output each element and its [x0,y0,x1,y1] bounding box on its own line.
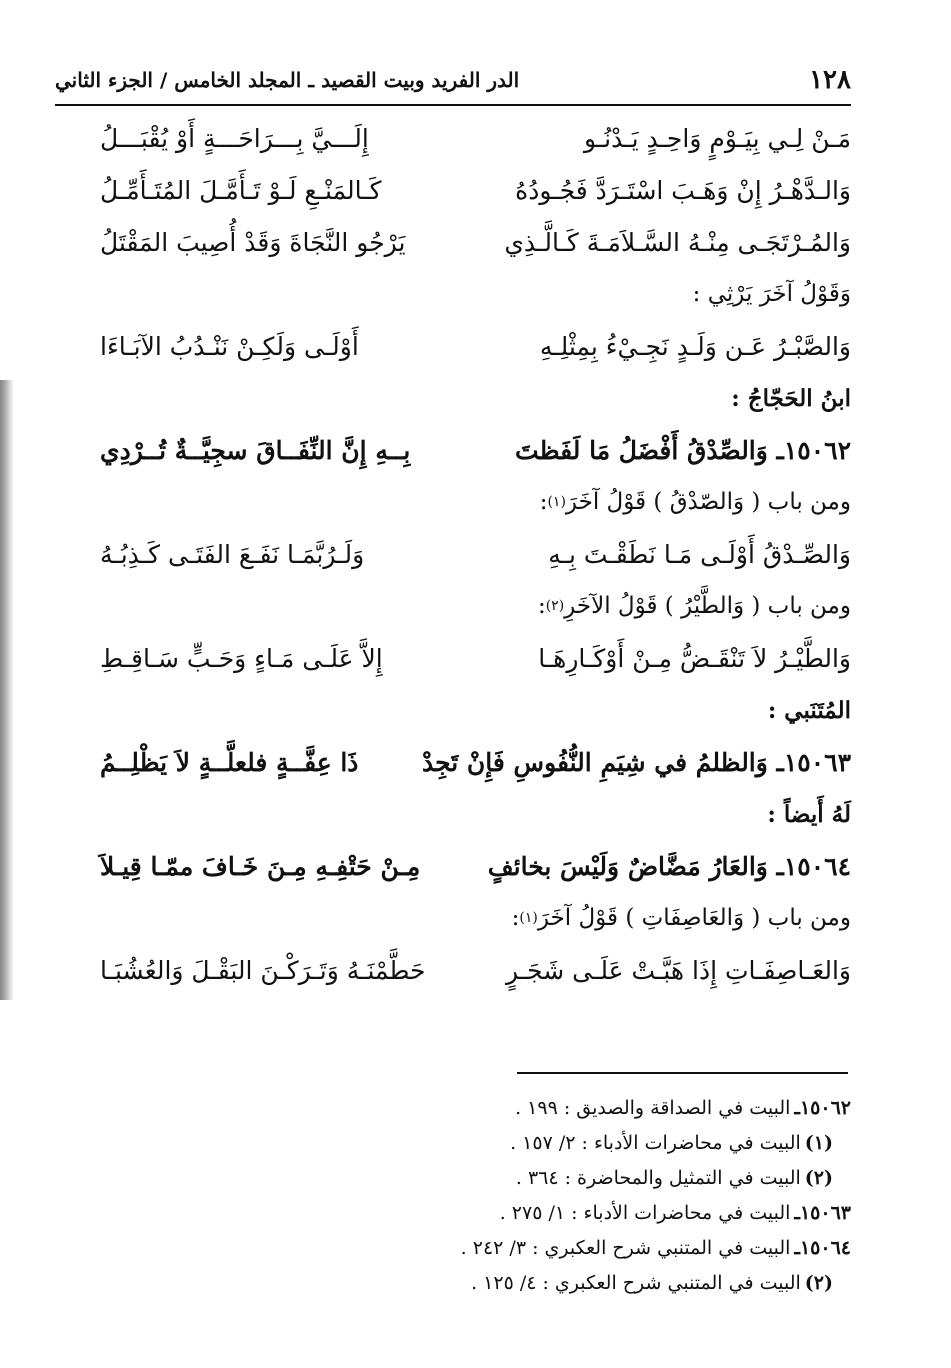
line-colon: : [511,905,520,931]
footnote-text: البيت في المتنبي شرح العكبري : ٤/ ١٢٥ . [471,1271,801,1294]
footnote-text: البيت في الصداقة والصديق : ١٩٩ . [515,1096,791,1119]
verse-line [100,424,851,476]
verse-line [100,112,851,164]
footnote-rule [517,1072,848,1074]
line-text: ومن باب ( وَالطَّيْرُ ) قَوْلُ الآخَرِ [564,593,851,619]
poet-heading [100,684,851,736]
line-text: ومن باب ( وَالصّدْقُ ) قَوْلُ آخَرَ [565,489,851,515]
footnote-number: ١٥٠٦٤ـ [794,1236,851,1259]
footnote-item [291,1230,851,1265]
verse-first-hemistich: وَالمُـرْتَجَـى مِنْـهُ السَّـلاَمَـةَ كَـالَّـذِي [504,227,851,257]
verse-first-hemistich: وَالصِّـدْقُ أَوْلَـى مَـا نَطَقْـتَ بِـهِ [548,539,851,569]
footnote-number: ١٥٠٦٢ـ [794,1096,851,1119]
page-number: ١٢٨ [809,65,851,95]
verse-line [100,164,851,216]
footnote-item [291,1090,851,1125]
verse-line [100,320,851,372]
verse-second-hemistich: إِلَـــيَّ بِـــرَاحَـــةٍ أَوْ يُقْبَـــلُ [100,123,369,153]
verse-first-hemistich: ١٥٠٦٤ـ وَالعَارُ مَضَّاضٌ وَلَيْسَ بخائفٍ [487,851,851,881]
verse-first-hemistich: وَالصَّبْـرُ عَـن وَلَـدٍ نَجِـيْءُ بِمِثْلِـهِ [539,331,851,361]
footnote-number: ١٥٠٦٣ـ [794,1201,851,1224]
verse-first-hemistich: مَـنْ لِـي بِيَـوْمٍ وَاحِـدٍ يَـدْنُـو [583,123,851,153]
poet-heading [100,788,851,840]
verse-second-hemistich: وَلَـرُبَّمَـا نَفَـعَ الفَتَـى كَـذِبُـهُ [100,539,365,569]
intro-line [100,580,851,632]
intro-line [100,476,851,528]
line-colon: : [539,489,548,515]
verse-second-hemistich: أَوْلَـى وَلَكِـنْ نَنْـدُبُ الآبَـاءَا [100,331,359,361]
verse-line [100,840,851,892]
verse-first-hemistich: ١٥٠٦٣ـ وَالظلمُ في شِيَمِ النُّفُوسِ فَإِنْ تَجِدْ [422,747,851,777]
line-text: ومن باب ( وَالعَاصِفَاتِ ) قَوْلُ آخَرَ [537,905,851,931]
footnote-text: البيت في المتنبي شرح العكبري : ٣/ ٢٤٢ . [460,1236,791,1259]
intro-line [100,268,851,320]
footnote-item [291,1160,851,1195]
footnote-text: البيت في محاضرات الأدباء : ١/ ٢٧٥ . [499,1201,791,1224]
verse-second-hemistich: بِــهِ إِنَّ النِّفَــاقَ سجِيَّــةٌ تُــرْدِي [100,435,411,465]
verse-line [100,736,851,788]
footnote-marker: (١) [519,910,538,926]
verse-line [100,216,851,268]
verse-second-hemistich: حَطَّمْنَـهُ وَتَـرَكْـنَ البَقْـلَ وَالعُشُبَـا [100,955,426,985]
verse-first-hemistich: وَالطَّيْـرُ لاَ تَنْقَـضُّ مِـنْ أَوْكَـارِهَـا [538,643,851,673]
footnote-marker: (٢) [545,598,565,614]
line-text: وَقَوْلُ آخَرَ يَرْثِي : [692,281,851,307]
verse-first-hemistich: وَالعَـاصِفَـاتِ إِذَا هَبَّـتْ عَلَـى شَجَـرٍ [506,955,851,985]
poem-body [100,112,851,996]
footnote-item [291,1195,851,1230]
intro-line [100,892,851,944]
footnote-item [291,1125,851,1160]
verse-first-hemistich: وَالـدَّهْـرُ إِنْ وَهَـبَ اسْتَـرَدَّ فَجُـودُهُ [515,175,851,205]
verse-second-hemistich: ذَا عِفَّــةٍ فلعلَّــةٍ لاَ يَظْلِــمُ [100,747,359,777]
line-colon: : [537,593,546,619]
footnote-number: (١) [804,1131,833,1154]
scan-edge-shadow [0,380,18,1000]
page-header [55,58,851,102]
verse-first-hemistich: ١٥٠٦٢ـ وَالصِّدْقُ أَفْضَلُ مَا لَفَظتَ [515,435,851,465]
poet-heading [100,372,851,424]
line-text: المُتَنَبي : [767,696,851,724]
verse-second-hemistich: يَرْجُو النَّجَاةَ وَقَدْ أُصِيبَ المَقْتَلُ [100,227,406,257]
header-rule [55,104,851,106]
footnote-marker: (١) [547,494,566,510]
verse-line [100,528,851,580]
footnote-text: البيت في محاضرات الأدباء : ٢/ ١٥٧ . [510,1131,801,1154]
verse-second-hemistich: مِـنْ حَتْفِـهِ مِـنَ خَـافَ ممّـا قِيـلاَ [100,851,421,881]
line-text: لَهُ أَيضاً : [767,800,851,828]
line-text: ابنُ الحَجّاجُ : [731,384,851,412]
verse-second-hemistich: كَـالمَنْـعِ لَـوْ تَـأَمَّـلَ المُتَـأَمِّـلُ [100,175,382,205]
footnote-number: (٢) [804,1271,833,1294]
footnote-number: (٢) [804,1166,833,1189]
footnotes [291,1090,851,1300]
verse-second-hemistich: إِلاَّ عَلَـى مَـاءٍ وَحَـبٍّ سَـاقِـطِ [100,643,383,673]
footnote-item [291,1265,851,1300]
verse-line [100,944,851,996]
footnote-text: البيت في التمثيل والمحاضرة : ٣٦٤ . [515,1166,801,1189]
running-title: الدر الفريد وبيت القصيد ـ المجلد الخامس / الجزء الثاني [55,68,520,92]
verse-line [100,632,851,684]
